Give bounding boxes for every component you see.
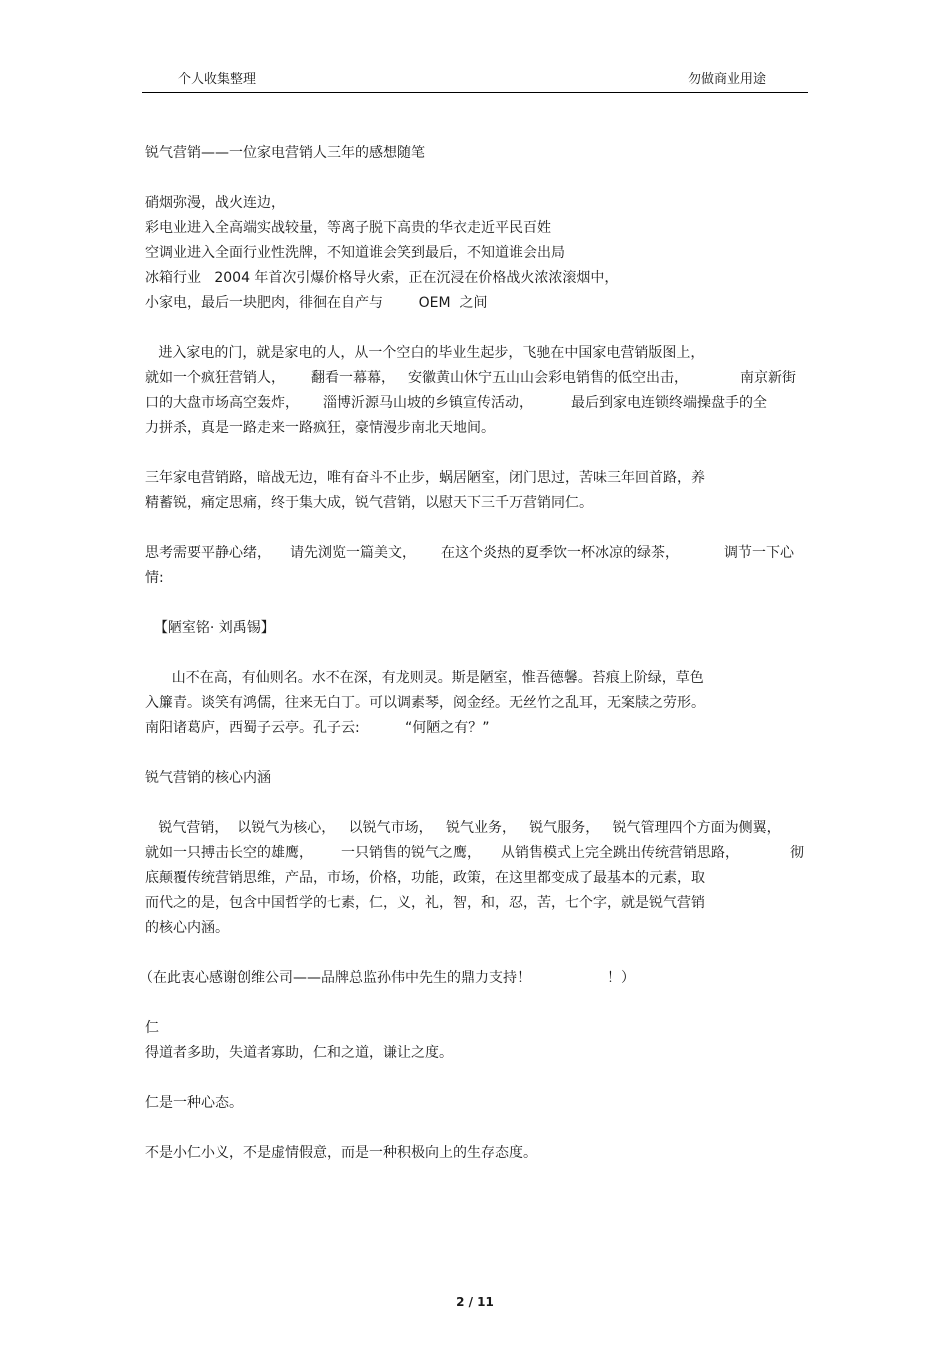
paragraph-line: 仁是一种心态。 <box>145 1095 243 1111</box>
text-segment: “何陋之有？” <box>405 720 490 736</box>
section-heading: 锐气营销的核心内涵 <box>145 770 271 786</box>
paragraph-line: 情: <box>145 570 164 586</box>
text-segment: 南阳诸葛庐，西蜀子云亭。孔子云: <box>145 720 360 736</box>
poem-line: 冰箱行业 2004 年首次引爆价格导火索，正在沉浸在价格战火浓浓滚烟中， <box>145 270 619 286</box>
text-segment: 淄博沂源马山坡的乡镇宣传活动， <box>323 395 533 411</box>
page-number: 2 / 11 <box>456 1295 494 1309</box>
poem-line: 空调业进入全面行业性洗牌，不知道谁会笑到最后，不知道谁会出局 <box>145 245 565 261</box>
paragraph-line: 进入家电的门，就是家电的人，从一个空白的毕业生起步，飞驰在中国家电营销版图上， <box>145 345 705 361</box>
section-heading: 仁 <box>145 1020 159 1036</box>
paragraph-line <box>145 367 810 389</box>
text-segment: （在此衷心感谢创维公司——品牌总监孙伟中先生的鼎力支持！ <box>139 970 531 986</box>
poem-line: 彩电业进入全高端实战较量，等离子脱下高贵的华衣走近平民百姓 <box>145 220 551 236</box>
paragraph-line: 底颠覆传统营销思维，产品，市场，价格，功能，政策，在这里都变成了最基本的元素，取 <box>145 870 705 886</box>
paragraph-line: 精蓄锐，痛定思痛，终于集大成，锐气营销，以慰天下三千万营销同仁。 <box>145 495 593 511</box>
paragraph-line <box>139 967 810 989</box>
text-segment: 翻看一幕幕， <box>311 370 395 386</box>
text-segment: 请先浏览一篇美文， <box>290 545 416 561</box>
paragraph-line: 三年家电营销路，暗战无边，唯有奋斗不止步，蜗居陋室，闭门思过，苦味三年回首路，养 <box>145 470 705 486</box>
paragraph-line: 锐气营销， 以锐气为核心， 以锐气市场， 锐气业务， 锐气服务， 锐气管理四个方面为侧翼， <box>145 820 781 836</box>
paragraph-line: 而代之的是，包含中国哲学的七素，仁，义，礼，智，和，忍，苦，七个字，就是锐气营销 <box>145 895 705 911</box>
header-right-text: 勿做商业用途 <box>687 72 766 87</box>
paragraph-line: 不是小仁小义，不是虚情假意，而是一种积极向上的生存态度。 <box>145 1145 537 1161</box>
paragraph-line <box>145 717 810 739</box>
paragraph-line: 力拼杀，真是一路走来一路疯狂，豪情漫步南北天地间。 <box>145 420 495 436</box>
paragraph-line: 得道者多助，失道者寡助，仁和之道，谦让之度。 <box>145 1045 453 1061</box>
text-segment: 从销售模式上完全跳出传统营销思路， <box>501 845 739 861</box>
paragraph-line <box>145 392 810 414</box>
text-segment: 调节一下心 <box>724 545 794 561</box>
poem-line: 硝烟弥漫，战火连边， <box>145 195 285 211</box>
paragraph-line: 入簾青。谈笑有鸿儒，往来无白丁。可以调素琴，阅金经。无丝竹之乱耳，无案牍之劳形。 <box>145 695 705 711</box>
text-segment: 最后到家电连锁终端操盘手的全 <box>571 395 767 411</box>
text-segment: ！） <box>607 970 635 986</box>
paragraph-line: 的核心内涵。 <box>145 920 229 936</box>
text-segment: 就如一只搏击长空的雄鹰， <box>145 845 313 861</box>
page-header <box>142 60 808 93</box>
paragraph-line: 山不在高，有仙则名。水不在深，有龙则灵。斯是陋室，惟吾德馨。苔痕上阶绿，草色 <box>145 670 704 686</box>
text-segment: 安徽黄山休宁五山山会彩电销售的低空出击， <box>408 370 688 386</box>
text-segment: 思考需要平静心绪， <box>145 545 271 561</box>
document-title: 锐气营销——一位家电营销人三年的感想随笔 <box>145 145 425 161</box>
text-segment: 一只销售的锐气之鹰， <box>341 845 481 861</box>
paragraph-line <box>145 542 810 564</box>
paragraph-line <box>145 842 810 864</box>
text-segment: 彻 <box>790 845 804 861</box>
text-segment: 就如一个疯狂营销人， <box>145 370 285 386</box>
header-left-text: 个人收集整理 <box>178 72 257 87</box>
poem-line: 小家电，最后一块肥肉，徘徊在自产与 OEM 之间 <box>145 295 488 311</box>
section-heading: 【陋室铭· 刘禹锡】 <box>145 620 275 636</box>
text-segment: 南京新街 <box>740 370 796 386</box>
text-segment: 在这个炎热的夏季饮一杯冰凉的绿茶， <box>441 545 679 561</box>
text-segment: 口的大盘市场高空轰炸， <box>145 395 299 411</box>
